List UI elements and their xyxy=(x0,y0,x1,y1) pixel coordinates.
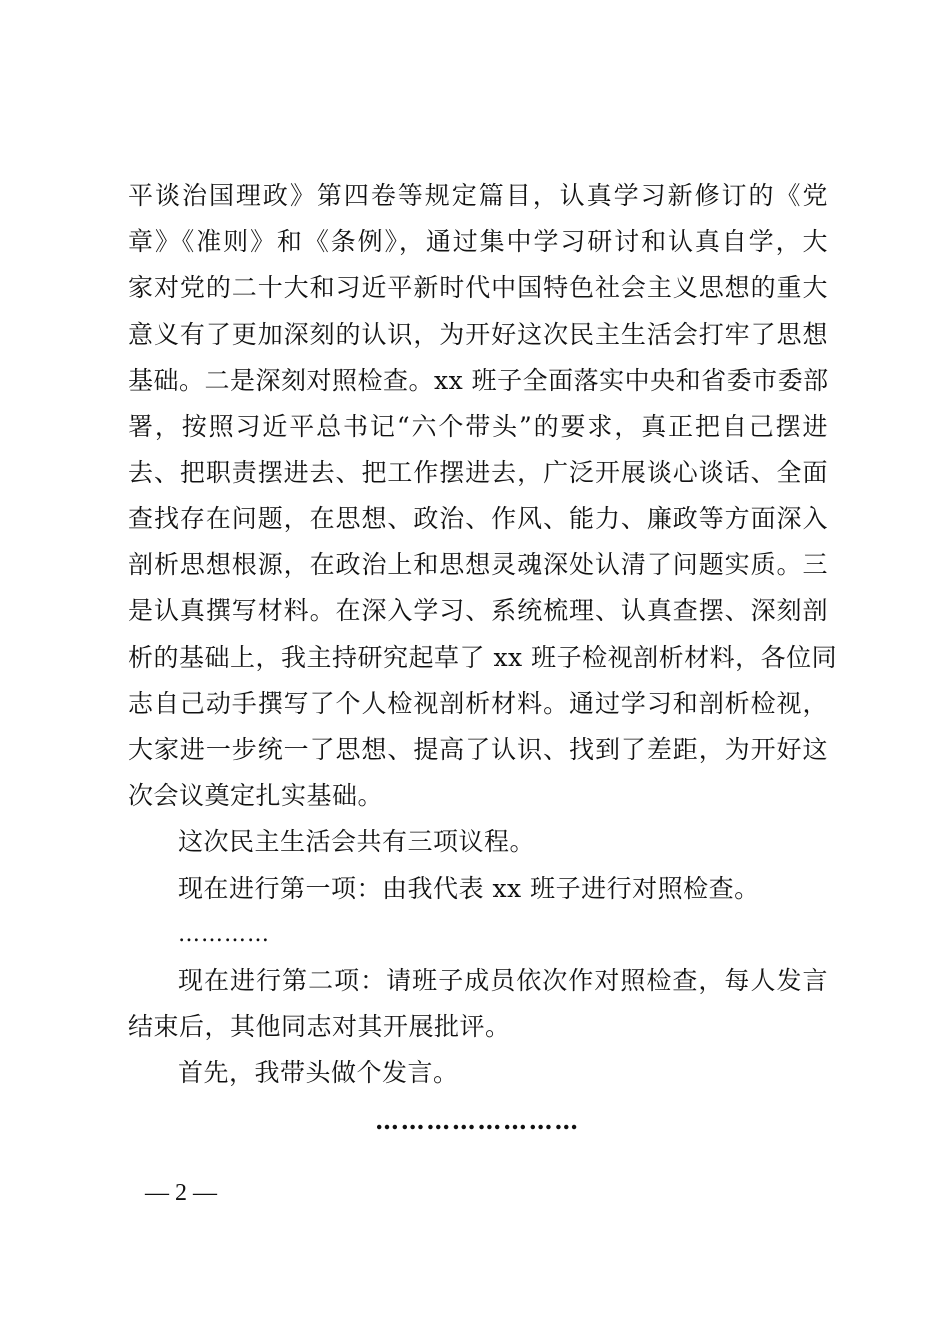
paragraph-line-3: 家对党的二十大和习近平新时代中国特色社会主义思想的重大 xyxy=(128,273,828,302)
ellipsis-long: …………………… xyxy=(375,1106,580,1135)
agenda-item-two-line-2: 结束后，其他同志对其开展批评。 xyxy=(128,1012,511,1041)
paragraph-line-4: 意义有了更加深刻的认识，为开好这次民主生活会打牢了思想 xyxy=(128,320,828,349)
paragraph-line-13: 大家进一步统一了思想、提高了认识、找到了差距，为开好这 xyxy=(128,735,828,764)
first-speaker: 首先，我带头做个发言。 xyxy=(178,1058,459,1087)
agenda-intro: 这次民主生活会共有三项议程。 xyxy=(178,827,536,856)
agenda-item-two-line-1: 现在进行第二项：请班子成员依次作对照检查，每人发言 xyxy=(178,966,828,995)
paragraph-line-10: 是认真撰写材料。在深入学习、系统梳理、认真查摆、深刻剖 xyxy=(128,596,828,625)
paragraph-line-11: 析的基础上，我主持研究起草了 xx 班子检视剖析材料，各位同 xyxy=(128,643,838,672)
ellipsis-short: ………… xyxy=(178,922,270,947)
paragraph-line-9: 剖析思想根源，在政治上和思想灵魂深处认清了问题实质。三 xyxy=(128,550,828,579)
paragraph-line-7: 去、把职责摆进去、把工作摆进去，广泛开展谈心谈话、全面 xyxy=(128,458,828,487)
agenda-item-one: 现在进行第一项：由我代表 xx 班子进行对照检查。 xyxy=(178,874,760,903)
paragraph-line-8: 查找存在问题，在思想、政治、作风、能力、廉政等方面深入 xyxy=(128,504,828,533)
paragraph-line-6: 署，按照习近平总书记“六个带头”的要求，真正把自己摆进 xyxy=(128,412,828,441)
paragraph-line-14: 次会议奠定扎实基础。 xyxy=(128,781,384,810)
paragraph-line-5: 基础。二是深刻对照检查。xx 班子全面落实中央和省委市委部 xyxy=(128,366,829,395)
paragraph-line-12: 志自己动手撰写了个人检视剖析材料。通过学习和剖析检视， xyxy=(128,689,828,718)
page-number: — 2 — xyxy=(145,1180,217,1206)
paragraph-line-1: 平谈治国理政》第四卷等规定篇目，认真学习新修订的《党 xyxy=(128,181,828,210)
paragraph-line-2: 章》《准则》和《条例》，通过集中学习研讨和认真自学，大 xyxy=(128,227,828,256)
